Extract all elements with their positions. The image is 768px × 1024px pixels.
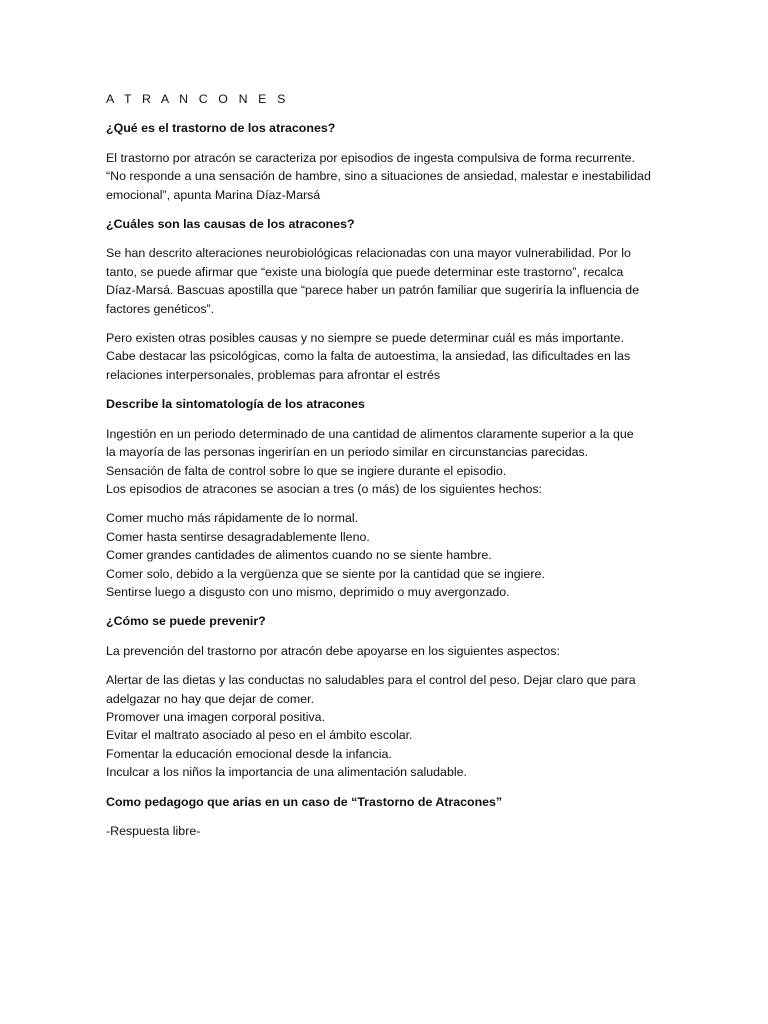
paragraph xyxy=(106,329,686,384)
text-line: El trastorno por atracón se caracteriza por episodios de ingesta compulsiva de forma recurrente. xyxy=(106,150,635,165)
text-line: Comer solo, debido a la vergüenza que se siente por la cantidad que se ingiere. xyxy=(106,566,545,581)
text-line: Comer mucho más rápidamente de lo normal. xyxy=(106,511,359,526)
text-line: La prevención del trastorno por atracón debe apoyarse en los siguientes aspectos: xyxy=(106,643,560,658)
text-line: Promover una imagen corporal positiva. xyxy=(106,709,326,724)
text-line: Comer hasta sentirse desagradablemente lleno. xyxy=(106,529,370,544)
section-heading: Como pedagogo que arias en un caso de “Trastorno de Atracones” xyxy=(106,794,503,809)
paragraph xyxy=(106,642,686,660)
section-heading: Describe la sintomatología de los atracones xyxy=(106,397,365,412)
section-heading: ¿Cómo se puede prevenir? xyxy=(106,614,266,629)
document-title: A T R A N C O N E S xyxy=(106,92,289,106)
paragraph xyxy=(106,509,686,601)
text-line: Díaz-Marsá. Bascuas apostilla que “parece haber un patrón familiar que sugeriría la influencia de xyxy=(106,283,640,298)
text-line: Alertar de las dietas y las conductas no saludables para el control del peso. Dejar claro que para xyxy=(106,673,636,688)
text-line: Inculcar a los niños la importancia de una alimentación saludable. xyxy=(106,765,467,780)
section-heading: ¿Qué es el trastorno de los atracones? xyxy=(106,121,336,136)
text-line: la mayoría de las personas ingerirían en un periodo similar en circunstancias parecidas. xyxy=(106,445,589,460)
text-line: Cabe destacar las psicológicas, como la falta de autoestima, la ansiedad, las dificultades en las xyxy=(106,349,631,364)
paragraph xyxy=(106,149,686,204)
text-line: Se han descrito alteraciones neurobiológicas relacionadas con una mayor vulnerabilidad. Por lo xyxy=(106,246,631,261)
text-line: emocional”, apunta Marina Díaz-Marsá xyxy=(106,187,321,202)
text-line: Comer grandes cantidades de alimentos cuando no se siente hambre. xyxy=(106,548,492,563)
sections-container xyxy=(106,119,686,840)
text-line: tanto, se puede afirmar que “existe una biología que puede determinar este trastorno”, recalca xyxy=(106,264,624,279)
paragraph xyxy=(106,671,686,781)
text-line: Fomentar la educación emocional desde la infancia. xyxy=(106,746,392,761)
text-line: factores genéticos”. xyxy=(106,301,215,316)
paragraph xyxy=(106,822,686,840)
text-line: “No responde a una sensación de hambre, sino a situaciones de ansiedad, malestar e inestabilidad xyxy=(106,169,651,184)
text-line: relaciones interpersonales, problemas para afrontar el estrés xyxy=(106,367,441,382)
paragraph xyxy=(106,244,686,318)
text-line: Ingestión en un periodo determinado de una cantidad de alimentos claramente superior a la que xyxy=(106,426,634,441)
text-line: Los episodios de atracones se asocian a tres (o más) de los siguientes hechos: xyxy=(106,481,542,496)
section-heading: ¿Cuáles son las causas de los atracones? xyxy=(106,217,355,232)
text-line: Pero existen otras posibles causas y no siempre se puede determinar cuál es más importante. xyxy=(106,331,624,346)
text-line: Sensación de falta de control sobre lo que se ingiere durante el episodio. xyxy=(106,463,507,478)
paragraph xyxy=(106,425,686,499)
text-line: -Respuesta libre- xyxy=(106,824,201,838)
document-body xyxy=(106,90,686,851)
text-line: Sentirse luego a disgusto con uno mismo, deprimido o muy avergonzado. xyxy=(106,584,510,599)
text-line: adelgazar no hay que dejar de comer. xyxy=(106,691,315,706)
text-line: Evitar el maltrato asociado al peso en el ámbito escolar. xyxy=(106,728,413,743)
